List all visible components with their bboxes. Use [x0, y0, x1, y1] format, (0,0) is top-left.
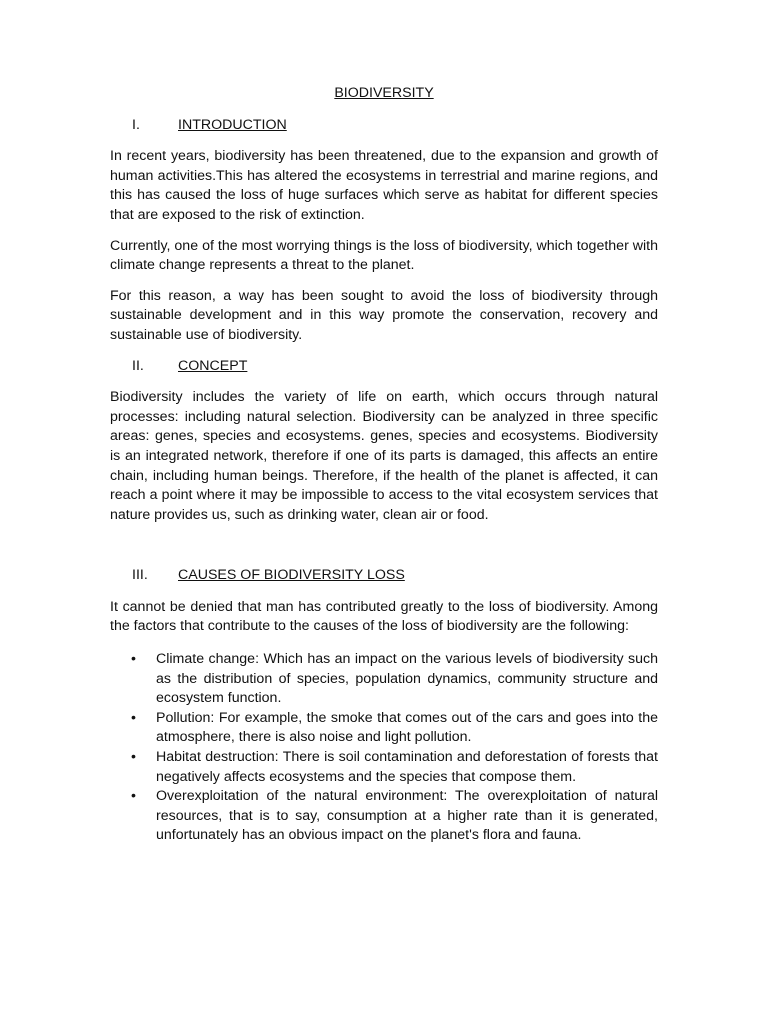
- list-item-text: Habitat destruction: There is soil contamination and deforestation of forests that negatively affects ecosystems and the species that compose them.: [156, 749, 658, 785]
- list-item-text: Overexploitation of the natural environment: The overexploitation of natural resources, that is to say, consumption at a higher rate than it is generated, unfortunately has an obvious impact on the planet's flora and fauna.: [156, 788, 658, 844]
- paragraph: In recent years, biodiversity has been threatened, due to the expansion and growth of human activities.This has altered the ecosystems in terrestrial and marine regions, and this has caused the loss of huge surfaces which serve as habitat for different species that are exposed to the risk of extinction.: [110, 148, 658, 223]
- document-title: BIODIVERSITY: [334, 85, 434, 101]
- bullet-icon: •: [131, 651, 136, 668]
- paragraph: For this reason, a way has been sought to avoid the loss of biodiversity through sustainable development and in this way promote the conservation, recovery and sustainable use of biodiversity.: [110, 287, 658, 343]
- paragraph: Biodiversity includes the variety of life on earth, which occurs through natural processes: including natural selection. Biodiversity can be analyzed in three specific areas: genes, species and ecosystems. genes, species and ecosystems. Biodiversity is an integrated network, therefore if one of its parts is damaged, this affects an entire chain, including human beings. Therefore, if the health of the planet is affected, it can reach a point where it may be impossible to access to the vital ecosystem services that nature provides us, such as drinking water, clean air or food.: [110, 389, 658, 523]
- list-item-text: Pollution: For example, the smoke that comes out of the cars and goes into the atmosphere, there is also noise and light pollution.: [156, 709, 658, 746]
- bullet-icon: •: [131, 749, 136, 766]
- section-title: CAUSES OF BIODIVERSITY LOSS: [178, 567, 405, 584]
- bullet-icon: •: [131, 709, 136, 726]
- section-heading-concept: [110, 357, 658, 377]
- list-item: [131, 748, 658, 787]
- bullet-icon: •: [131, 788, 136, 805]
- section-title: CONCEPT: [178, 357, 248, 374]
- section-title: INTRODUCTION: [178, 116, 287, 133]
- paragraph: It cannot be denied that man has contributed greatly to the loss of biodiversity. Among the factors that contribute to the causes of the loss of biodiversity are the following:: [110, 598, 658, 635]
- section-heading-introduction: [110, 116, 658, 136]
- paragraph: Currently, one of the most worrying things is the loss of biodiversity, which together with climate change represents a threat to the planet.: [110, 237, 658, 274]
- list-item-text: Climate change: Which has an impact on the various levels of biodiversity such as the distribution of species, population dynamics, community structure and ecosystem function.: [156, 651, 658, 707]
- section-number: I.: [132, 116, 140, 133]
- causes-list: [110, 650, 658, 846]
- section-number: II.: [132, 357, 144, 374]
- list-item: [131, 787, 658, 846]
- section-number: III.: [132, 567, 148, 584]
- list-item: [131, 650, 658, 709]
- blank-line: [110, 536, 658, 566]
- document-page: [110, 84, 658, 846]
- list-item: [131, 709, 658, 748]
- section-heading-causes: [110, 566, 658, 586]
